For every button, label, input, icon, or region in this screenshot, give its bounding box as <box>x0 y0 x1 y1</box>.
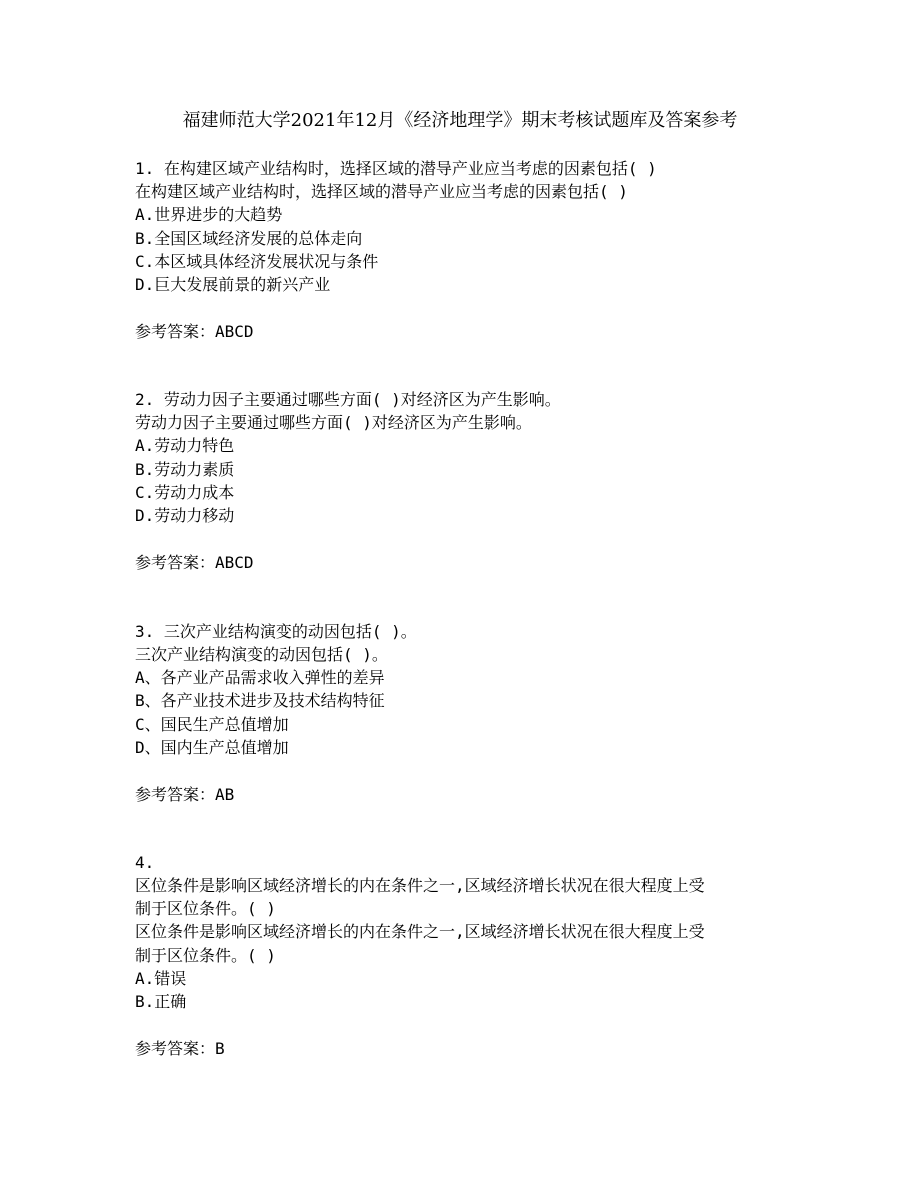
question-2-option-d: D.劳动力移动 <box>135 506 235 525</box>
question-2-option-c: C.劳动力成本 <box>135 483 235 502</box>
question-2-stem: 2. 劳动力因子主要通过哪些方面( )对经济区为产生影响。 <box>135 390 561 409</box>
question-3-stem: 3. 三次产业结构演变的动因包括( )。 <box>135 622 417 641</box>
question-3-option-c: C、国民生产总值增加 <box>135 715 289 734</box>
question-2-stem-repeat: 劳动力因子主要通过哪些方面( )对经济区为产生影响。 <box>135 413 532 432</box>
document-title: 福建师范大学2021年12月《经济地理学》期末考核试题库及答案参考 <box>182 110 738 131</box>
question-4-repeat-line-1: 区位条件是影响区域经济增长的内在条件之一,区域经济增长状况在很大程度上受 <box>135 922 705 941</box>
question-3-answer: 参考答案：AB <box>135 785 235 804</box>
question-4-repeat-line-2: 制于区位条件。( ) <box>135 946 276 965</box>
question-1-option-d: D.巨大发展前景的新兴产业 <box>135 275 331 294</box>
question-1-option-b: B.全国区域经济发展的总体走向 <box>135 229 363 248</box>
question-3-option-a: A、各产业产品需求收入弹性的差异 <box>135 668 385 687</box>
question-4-stem-line-2: 制于区位条件。( ) <box>135 899 276 918</box>
question-1-option-c: C.本区域具体经济发展状况与条件 <box>135 252 379 271</box>
question-4-stem-line-1: 区位条件是影响区域经济增长的内在条件之一,区域经济增长状况在很大程度上受 <box>135 876 705 895</box>
question-2-option-a: A.劳动力特色 <box>135 436 235 455</box>
question-2-option-b: B.劳动力素质 <box>135 460 235 479</box>
question-4-option-a: A.错误 <box>135 969 187 988</box>
question-4-option-b: B.正确 <box>135 992 187 1011</box>
question-1-stem-repeat: 在构建区域产业结构时，选择区域的潜导产业应当考虑的因素包括( ) <box>135 182 628 201</box>
question-1-answer: 参考答案：ABCD <box>135 322 254 341</box>
question-3-option-d: D、国内生产总值增加 <box>135 738 289 757</box>
question-4-answer: 参考答案：B <box>135 1039 225 1058</box>
question-4-number: 4. <box>135 853 155 872</box>
question-3-option-b: B、各产业技术进步及技术结构特征 <box>135 691 385 710</box>
question-1-stem: 1. 在构建区域产业结构时，选择区域的潜导产业应当考虑的因素包括( ) <box>135 159 657 178</box>
question-3-stem-repeat: 三次产业结构演变的动因包括( )。 <box>135 645 388 664</box>
question-1-option-a: A.世界进步的大趋势 <box>135 205 283 224</box>
question-2-answer: 参考答案：ABCD <box>135 553 254 572</box>
